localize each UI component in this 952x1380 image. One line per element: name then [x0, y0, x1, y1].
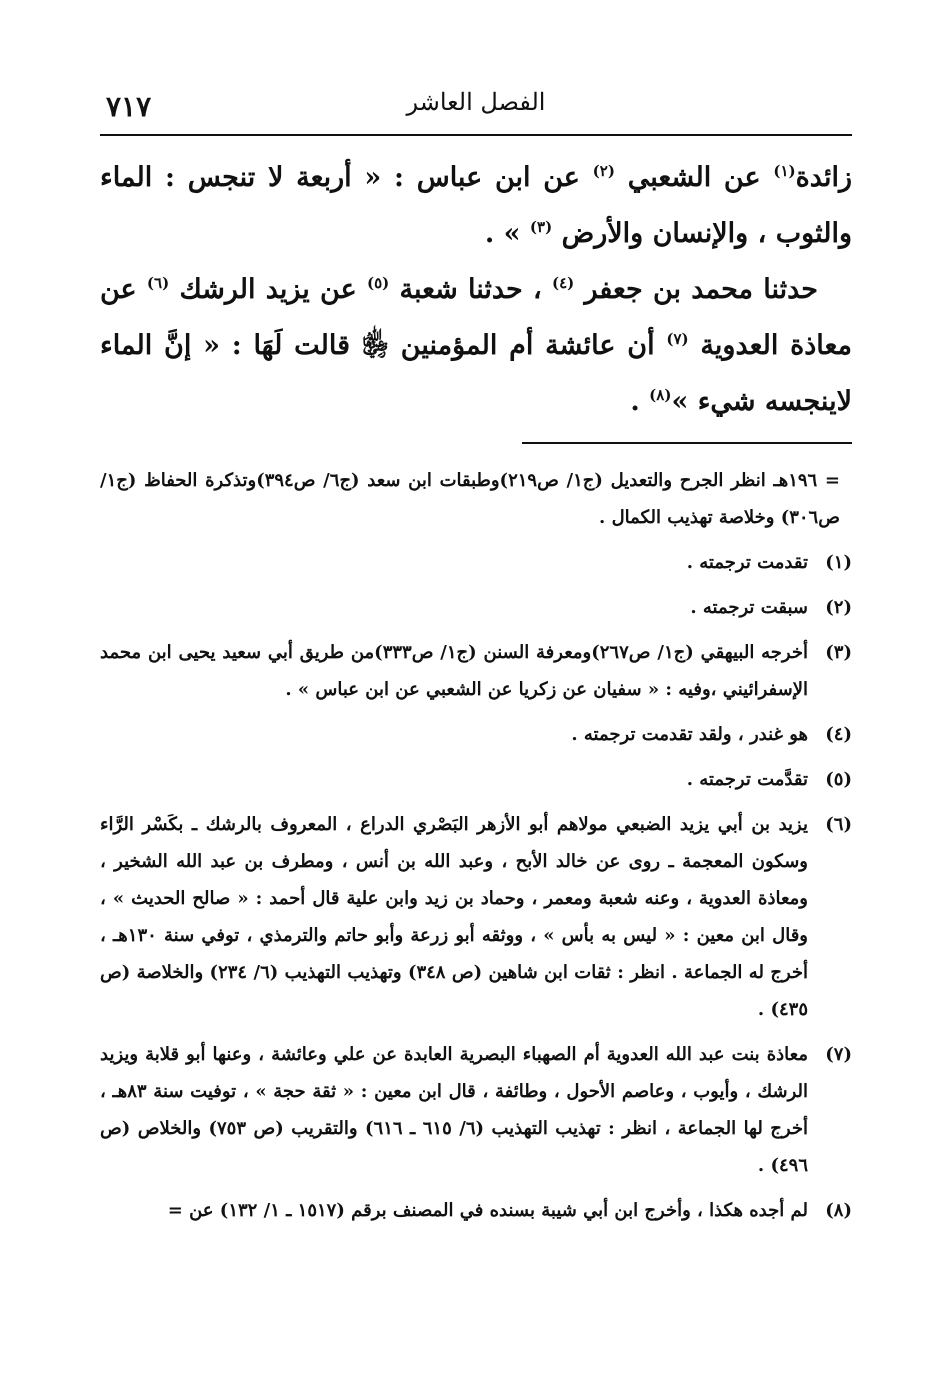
- page-number: ٧١٧: [106, 90, 152, 123]
- text-run: عن معاذة العدوية: [100, 274, 853, 361]
- footnotes: [100, 462, 852, 1229]
- footnote-marker: (٧): [825, 1044, 852, 1065]
- footnote-ref-7: (٧): [666, 330, 689, 348]
- footnote-marker: (١): [825, 552, 852, 573]
- footnote-ref-2: (٢): [592, 162, 615, 180]
- main-text: [100, 150, 852, 430]
- text-run: حدثنا محمد بن جعفر: [574, 274, 818, 305]
- footnote-text: تقدَّمت ترجمته .: [686, 769, 808, 790]
- footnote-text: سبقت ترجمته .: [690, 597, 808, 618]
- footnote-3: [100, 634, 852, 708]
- text-run: » .: [484, 218, 530, 249]
- footnote-6: [100, 806, 852, 1028]
- footnote-ref-3: (٣): [529, 218, 553, 236]
- footnote-5: [100, 761, 852, 798]
- footnote-1: [100, 544, 852, 581]
- footnote-ref-1: (١): [773, 162, 796, 180]
- text-run: عن ابن عباس : « أربعة لا تنجس : الماء والثوب ، والإنسان والأرض: [100, 162, 852, 249]
- text-run: عن يزيد الرشك: [169, 274, 367, 305]
- text-run: زائدة: [795, 162, 852, 193]
- footnote-marker: (٥): [825, 769, 852, 790]
- footnote-marker: (٨): [825, 1200, 852, 1221]
- footnote-7: [100, 1036, 852, 1184]
- book-page: [100, 78, 852, 1237]
- footnote-marker: (٢): [825, 597, 852, 618]
- footnote-4: [100, 716, 852, 753]
- footnote-8: [100, 1192, 852, 1229]
- footnote-marker: (٦): [825, 814, 852, 835]
- footnote-ref-6: (٦): [146, 274, 170, 292]
- running-head: الفصل العاشر: [406, 88, 546, 116]
- footnote-text: تقدمت ترجمته .: [686, 552, 808, 573]
- footnote-text: يزيد بن أبي يزيد الضبعي مولاهم أبو الأزهر البَصْري الدراع ، المعروف بالرشك ـ بكَسْر الرَّاء وسكون المعجمة ـ روى عن خالد الأبح ، وعبد الله بن أنس ، ومطرف بن عبد الله الشخير ، ومعاذة العدوية ، وعنه شعبة ومعمر ، وحماد بن زيد وابن علية قال أحمد : « صالح الحديث » ، وقال ابن معين : « ليس به بأس » ، ووثقه أبو زرعة وأبو حاتم والترمذي ، توفي سنة ١٣٠هـ ، أخرج له الجماعة . انظر : ثقات ابن شاهين (ص ٣٤٨) وتهذيب التهذيب (٦/ ٢٣٤) والخلاصة (ص ٤٣٥) .: [100, 814, 809, 1020]
- text-run: .: [630, 386, 650, 417]
- page-header: [100, 78, 852, 136]
- paragraph-1: [100, 150, 852, 262]
- footnote-marker: (٣): [825, 642, 852, 663]
- text-run: ، حدثنا شعبة: [389, 274, 552, 305]
- footnote-text: هو غندر ، ولقد تقدمت ترجمته .: [571, 724, 808, 745]
- footnote-2: [100, 589, 852, 626]
- footnote-continuation: = ١٩٦هـ انظر الجرح والتعديل (ج١/ ص٢١٩)وطبقات ابن سعد (ج٦/ ص٣٩٤)وتذكرة الحفاظ (ج١/ ص٣٠٦) وخلاصة تهذيب الكمال .: [100, 470, 841, 528]
- text-run: عن الشعبي: [614, 162, 774, 193]
- footnote-text: أخرجه البيهقي (ج١/ ص٢٦٧)ومعرفة السنن (ج١/ ص٣٣٣)من طريق أبي سعيد يحيى ابن محمد الإسفرائيني ،وفيه : « سفيان عن زكريا عن الشعبي عن ابن عباس » .: [100, 642, 808, 700]
- footnote-ref-5: (٥): [366, 274, 390, 292]
- footnote-text: معاذة بنت عبد الله العدوية أم الصهباء البصرية العابدة عن علي وعائشة ، وعنها أبو قلابة ويزيد الرشك ، وأيوب ، وعاصم الأحول ، وطائفة ، قال ابن معين : « ثقة حجة » ، توفيت سنة ٨٣هـ ، أخرج لها الجماعة ، انظر : تهذيب التهذيب (٦/ ٦١٥ ـ ٦١٦) والتقريب (ص ٧٥٣) والخلاص (ص ٤٩٦) .: [100, 1044, 809, 1176]
- footnote-text: لم أجده هكذا ، وأخرج ابن أبي شيبة بسنده في المصنف برقم (١٥١٧ ـ ١/ ١٣٢) عن =: [167, 1200, 808, 1221]
- text-run: أن عائشة أم المؤمنين ﵂ قالت لَهَا : « إنَّ الماء لاينجسه شيء »: [100, 330, 852, 417]
- footnote-marker: (٤): [825, 724, 852, 745]
- footnote-ref-4: (٤): [551, 274, 575, 292]
- footnote-ref-8: (٨): [649, 386, 672, 404]
- paragraph-2: [100, 262, 852, 430]
- footnote-separator: [522, 442, 852, 444]
